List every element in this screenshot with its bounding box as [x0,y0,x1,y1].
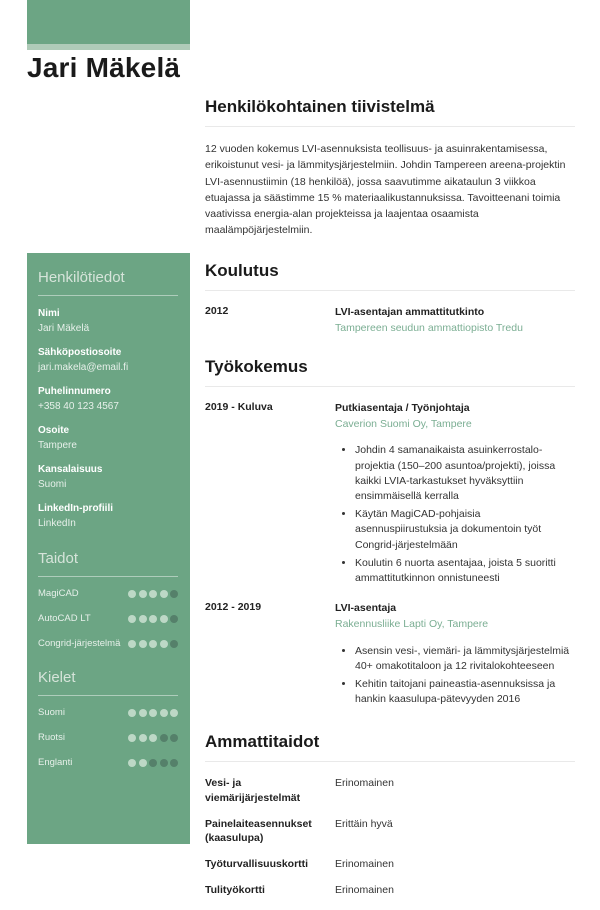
entry-body [335,401,575,589]
field-value: Tampere [38,439,77,451]
experience-bullet-list [335,443,575,586]
field-label: Osoite [38,425,70,436]
rating-dot [128,709,136,717]
skill-rating-dots [128,615,178,623]
rating-dot [170,590,178,598]
main-content [205,97,575,910]
rating-dot [149,759,157,767]
entry-institution: Tampereen seudun ammattiopisto Tredu [335,321,523,334]
sidebar-section-personal [38,269,178,530]
entry-period: 2012 - 2019 [205,601,262,614]
experience-section-title: Työkokemus [205,357,575,387]
sidebar-section-languages [38,669,178,768]
bullet-item: • Asensin vesi-, viemäri- ja lämmitysjärjestelmiä 40+ omakotitaloon ja 12 rivitalokohteeseen [355,644,575,674]
professional-skill-row [205,817,575,845]
language-label: Englanti [38,757,73,768]
personal-section-title: Henkilötiedot [38,269,178,296]
language-label: Suomi [38,707,65,718]
rating-dot [139,615,147,623]
language-row-finnish [38,707,178,718]
field-value: +358 40 123 4567 [38,400,119,412]
skills-section-title: Taidot [38,550,178,577]
rating-dot [170,640,178,648]
header-accent-block [27,0,190,44]
language-row-swedish [38,732,178,743]
field-name [38,307,178,335]
field-value: Jari Mäkelä [38,322,90,334]
rating-dot [160,590,168,598]
field-nationality [38,463,178,491]
education-entry [205,305,575,335]
professional-skill-label: Painelaiteasennukset (kaasulupa) [205,817,312,844]
rating-dot [128,615,136,623]
experience-bullet-list [335,644,575,708]
entry-body [335,305,575,335]
skill-rating-dots [128,640,178,648]
rating-dot [160,709,168,717]
experience-entry [205,601,575,710]
bullet-item: • Koulutin 6 nuorta asentajaa, joista 5 suoritti ammattitutkinnon onnistuneesti [355,556,575,586]
rating-dot [149,734,157,742]
rating-dot [170,734,178,742]
header-accent-strip [27,44,190,50]
professional-skill-level: Erinomainen [335,858,394,871]
rating-dot [149,590,157,598]
professional-skill-row [205,857,575,871]
rating-dot [149,709,157,717]
skill-row-autocad [38,613,178,624]
rating-dot [149,615,157,623]
field-label: Puhelinnumero [38,386,111,397]
language-rating-dots [128,709,178,717]
professional-skill-row [205,883,575,897]
rating-dot [149,640,157,648]
professional-skill-label: Vesi- ja viemärijärjestelmät [205,777,301,804]
professional-skill-label: Työturvallisuuskortti [205,858,309,871]
languages-section-title: Kielet [38,669,178,696]
rating-dot [170,759,178,767]
language-label: Ruotsi [38,732,65,743]
rating-dot [128,590,136,598]
rating-dot [160,615,168,623]
field-value: Suomi [38,478,67,490]
language-rating-dots [128,734,178,742]
professional-skill-level: Erittäin hyvä [335,817,393,830]
professional-skills-section-title: Ammattitaidot [205,732,575,762]
field-address [38,424,178,452]
field-label: Nimi [38,308,60,319]
education-section-title: Koulutus [205,261,575,291]
rating-dot [170,709,178,717]
skill-label: AutoCAD LT [38,613,91,624]
rating-dot [139,734,147,742]
field-email [38,346,178,374]
rating-dot [170,615,178,623]
rating-dot [128,640,136,648]
rating-dot [160,734,168,742]
field-label: Kansalaisuus [38,464,103,475]
entry-body [335,601,575,710]
language-row-english [38,757,178,768]
field-label: Sähköpostiosoite [38,347,122,358]
summary-text: 12 vuoden kokemus LVI-asennuksista teollisuus- ja asuinrakentamisessa, erikoistunut vesi- ja lämmitysjärjestelmiin. Johdin Tampereen areena-projektin LVI-asennustiimin (18 henkilöä), jossa saavutimme aikataulun 3 viikkoa etuajassa ja säästimme 15 % materiaalikustannuksissa. Tavoitteenani toimia vaativissa energia-alan projekteissa ja laajentaa osaamista maalämpöjärjestelmiin. [205,143,566,237]
skill-label: MagiCAD [38,588,79,599]
rating-dot [128,759,136,767]
entry-degree: LVI-asentajan ammattitutkinto [335,305,485,318]
field-phone [38,385,178,413]
entry-period: 2019 - Kuluva [205,400,273,413]
sidebar [27,253,190,844]
sidebar-section-skills [38,550,178,649]
rating-dot [139,709,147,717]
field-label: LinkedIn-profiili [38,503,113,514]
entry-job-title: LVI-asentaja [335,602,397,615]
language-rating-dots [128,759,178,767]
bullet-item: • Johdin 4 samanaikaista asuinkerrostalo-projektia (150–200 asuntoa/projekti), joissa kaikki LVIA-tarkastukset hyväksyttiin ensimmäisellä kerralla [355,443,575,504]
professional-skill-level: Erinomainen [335,777,394,790]
professional-skill-level: Erinomainen [335,884,394,897]
experience-entry [205,401,575,589]
skill-label: Congrid-järjestelmä [38,638,121,649]
skill-row-magicad [38,588,178,599]
summary-section-title: Henkilökohtainen tiivistelmä [205,97,575,127]
rating-dot [139,759,147,767]
field-value-email[interactable]: jari.makela@email.fi [38,361,129,373]
professional-skill-row [205,776,575,804]
bullet-item: • Käytän MagiCAD-pohjaisia asennuspiirustuksia ja dokumentoin työt Congrid-järjestelmään [355,507,575,553]
rating-dot [139,640,147,648]
entry-employer: Caverion Suomi Oy, Tampere [335,418,472,431]
field-value-linkedin-link[interactable]: LinkedIn [38,517,76,529]
professional-skill-label: Tulityökortti [205,884,265,897]
rating-dot [128,734,136,742]
rating-dot [160,759,168,767]
skill-rating-dots [128,590,178,598]
rating-dot [160,640,168,648]
field-linkedin [38,502,178,530]
page-title: Jari Mäkelä [27,52,181,83]
entry-period: 2012 [205,304,229,317]
bullet-item: • Kehitin taitojani paineastia-asennuksissa ja hankin kaasulupa-pätevyyden 2016 [355,677,575,707]
rating-dot [139,590,147,598]
skill-row-congrid [38,638,178,649]
entry-employer: Rakennusliike Lapti Oy, Tampere [335,618,489,631]
entry-job-title: Putkiasentaja / Työnjohtaja [335,401,470,414]
